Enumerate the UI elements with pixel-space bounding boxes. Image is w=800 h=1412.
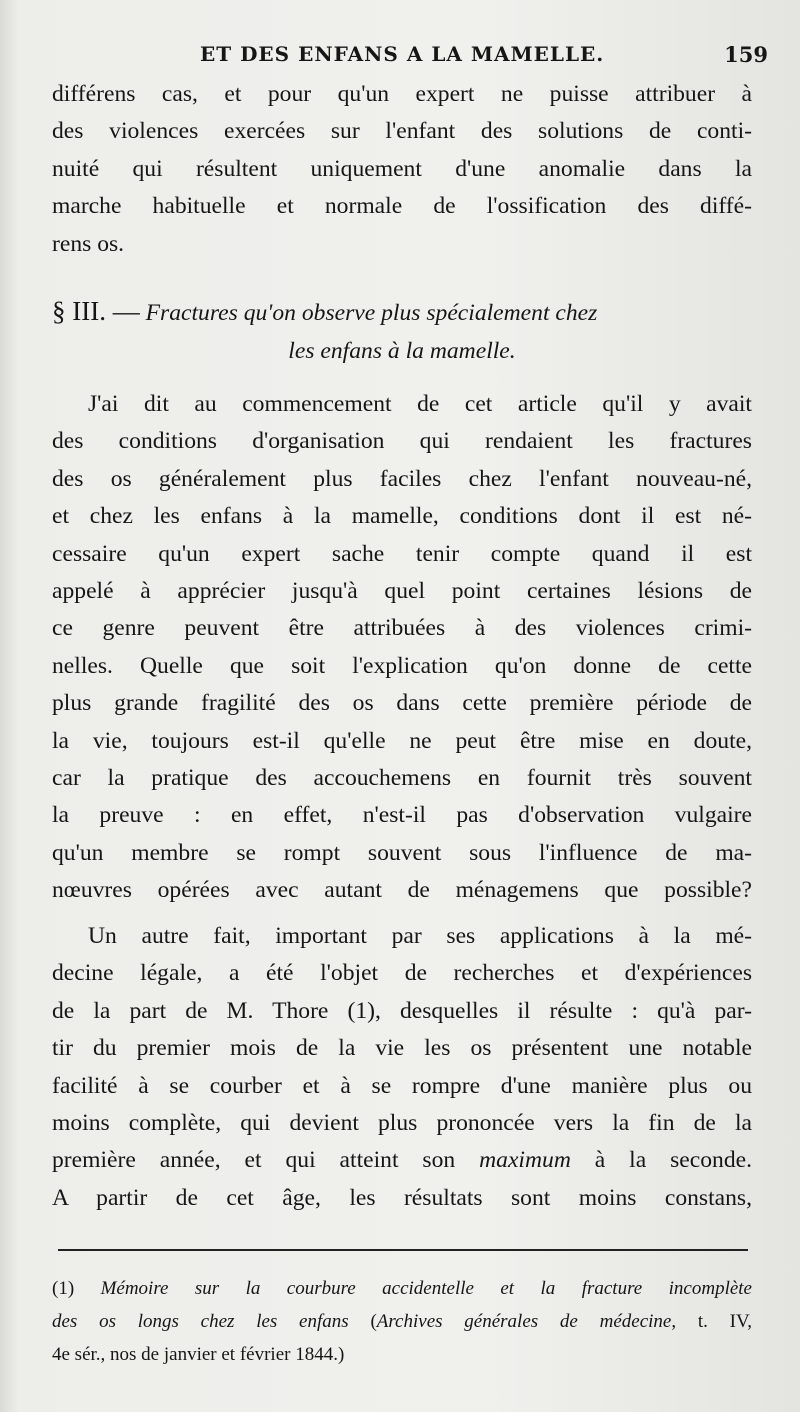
italic-term: maximum: [479, 1147, 571, 1174]
footnote-line: [52, 1272, 752, 1305]
running-head: ET DES ENFANS A LA MAMELLE.: [200, 42, 605, 66]
text-line: des conditions d'organisation qui rendaient les fractures: [52, 428, 752, 455]
paragraph-continued: [52, 76, 752, 263]
text-line: rens os.: [52, 230, 125, 257]
text-line: A partir de cet âge, les résultats sont moins constans,: [52, 1184, 752, 1211]
section-title-line1: Fractures qu'on observe plus spécialement chez: [145, 300, 598, 326]
text-line: différens cas, et pour qu'un expert ne puisse attribuer à: [52, 81, 752, 107]
text-line: plus grande fragilité des os dans cette première période de: [52, 690, 752, 717]
section-heading: [52, 292, 752, 370]
footnote-line: 4e sér., nos de janvier et février 1844.): [52, 1344, 345, 1365]
text-line: de la part de M. Thore (1), desquelles il résulte : qu'à par-: [52, 997, 752, 1024]
paragraph: [52, 386, 752, 909]
page-header: [52, 38, 768, 78]
text-line: cessaire qu'un expert sache tenir compte quand il est: [52, 540, 752, 567]
text-line: la vie, toujours est-il qu'elle ne peut être mise en doute,: [52, 727, 752, 754]
footnote-journal: Archives générales de médecine: [376, 1311, 672, 1332]
text-line: qu'un membre se rompt souvent sous l'influence de ma-: [52, 839, 752, 866]
text-line: J'ai dit au commencement de cet article qu'il y avait: [88, 391, 752, 417]
text-line: moins complète, qui devient plus prononcée vers la fin de la: [52, 1109, 752, 1136]
text-line: marche habituelle et normale de l'ossification des diffé-: [52, 193, 752, 220]
text-line: des os généralement plus faciles chez l'enfant nouveau-né,: [52, 465, 752, 492]
text-line: appelé à apprécier jusqu'à quel point certaines lésions de: [52, 577, 752, 604]
text-line: [52, 1142, 752, 1179]
paragraph: [52, 918, 752, 1217]
text-line: car la pratique des accouchemens en fournit très souvent: [52, 764, 752, 791]
text-line: la preuve : en effet, n'est-il pas d'observation vulgaire: [52, 802, 752, 829]
text-line: tir du premier mois de la vie les os présentent une notable: [52, 1035, 752, 1062]
text-line: et chez les enfans à la mamelle, conditions dont il est né-: [52, 503, 752, 530]
text-line: nuité qui résultent uniquement d'une anomalie dans la: [52, 155, 752, 182]
text-line: facilité à se courber et à se rompre d'une manière plus ou: [52, 1072, 752, 1099]
footnote-line: [52, 1305, 752, 1338]
footnote: [52, 1272, 752, 1371]
footnote-volume: , t. IV,: [671, 1311, 752, 1332]
text-line: nœuvres opérées avec autant de ménagemens que possible?: [52, 877, 752, 904]
footnote-paren: (: [370, 1311, 377, 1332]
text-line: ce genre peuvent être attribuées à des violences crimi-: [52, 615, 752, 642]
footnote-separator: [58, 1249, 748, 1251]
text-line: des violences exercées sur l'enfant des solutions de conti-: [52, 118, 752, 145]
section-title-line2: les enfans à la mamelle.: [288, 338, 516, 364]
footnote-title: Mémoire sur la courbure accidentelle et la fracture incomplète: [100, 1278, 752, 1299]
footnote-marker: (1): [52, 1278, 75, 1299]
text-span: première année, et qui atteint son: [52, 1147, 456, 1174]
text-span: à la seconde.: [594, 1147, 753, 1174]
section-number: § III. —: [52, 296, 140, 326]
text-line: nelles. Quelle que soit l'explication qu'on donne de cette: [52, 652, 752, 679]
footnote-title-cont: des os longs chez les enfans: [52, 1311, 349, 1332]
text-line: Un autre fait, important par ses applications à la mé-: [88, 923, 752, 949]
page-number: 159: [724, 42, 768, 67]
text-line: decine légale, a été l'objet de recherches et d'expériences: [52, 960, 752, 987]
